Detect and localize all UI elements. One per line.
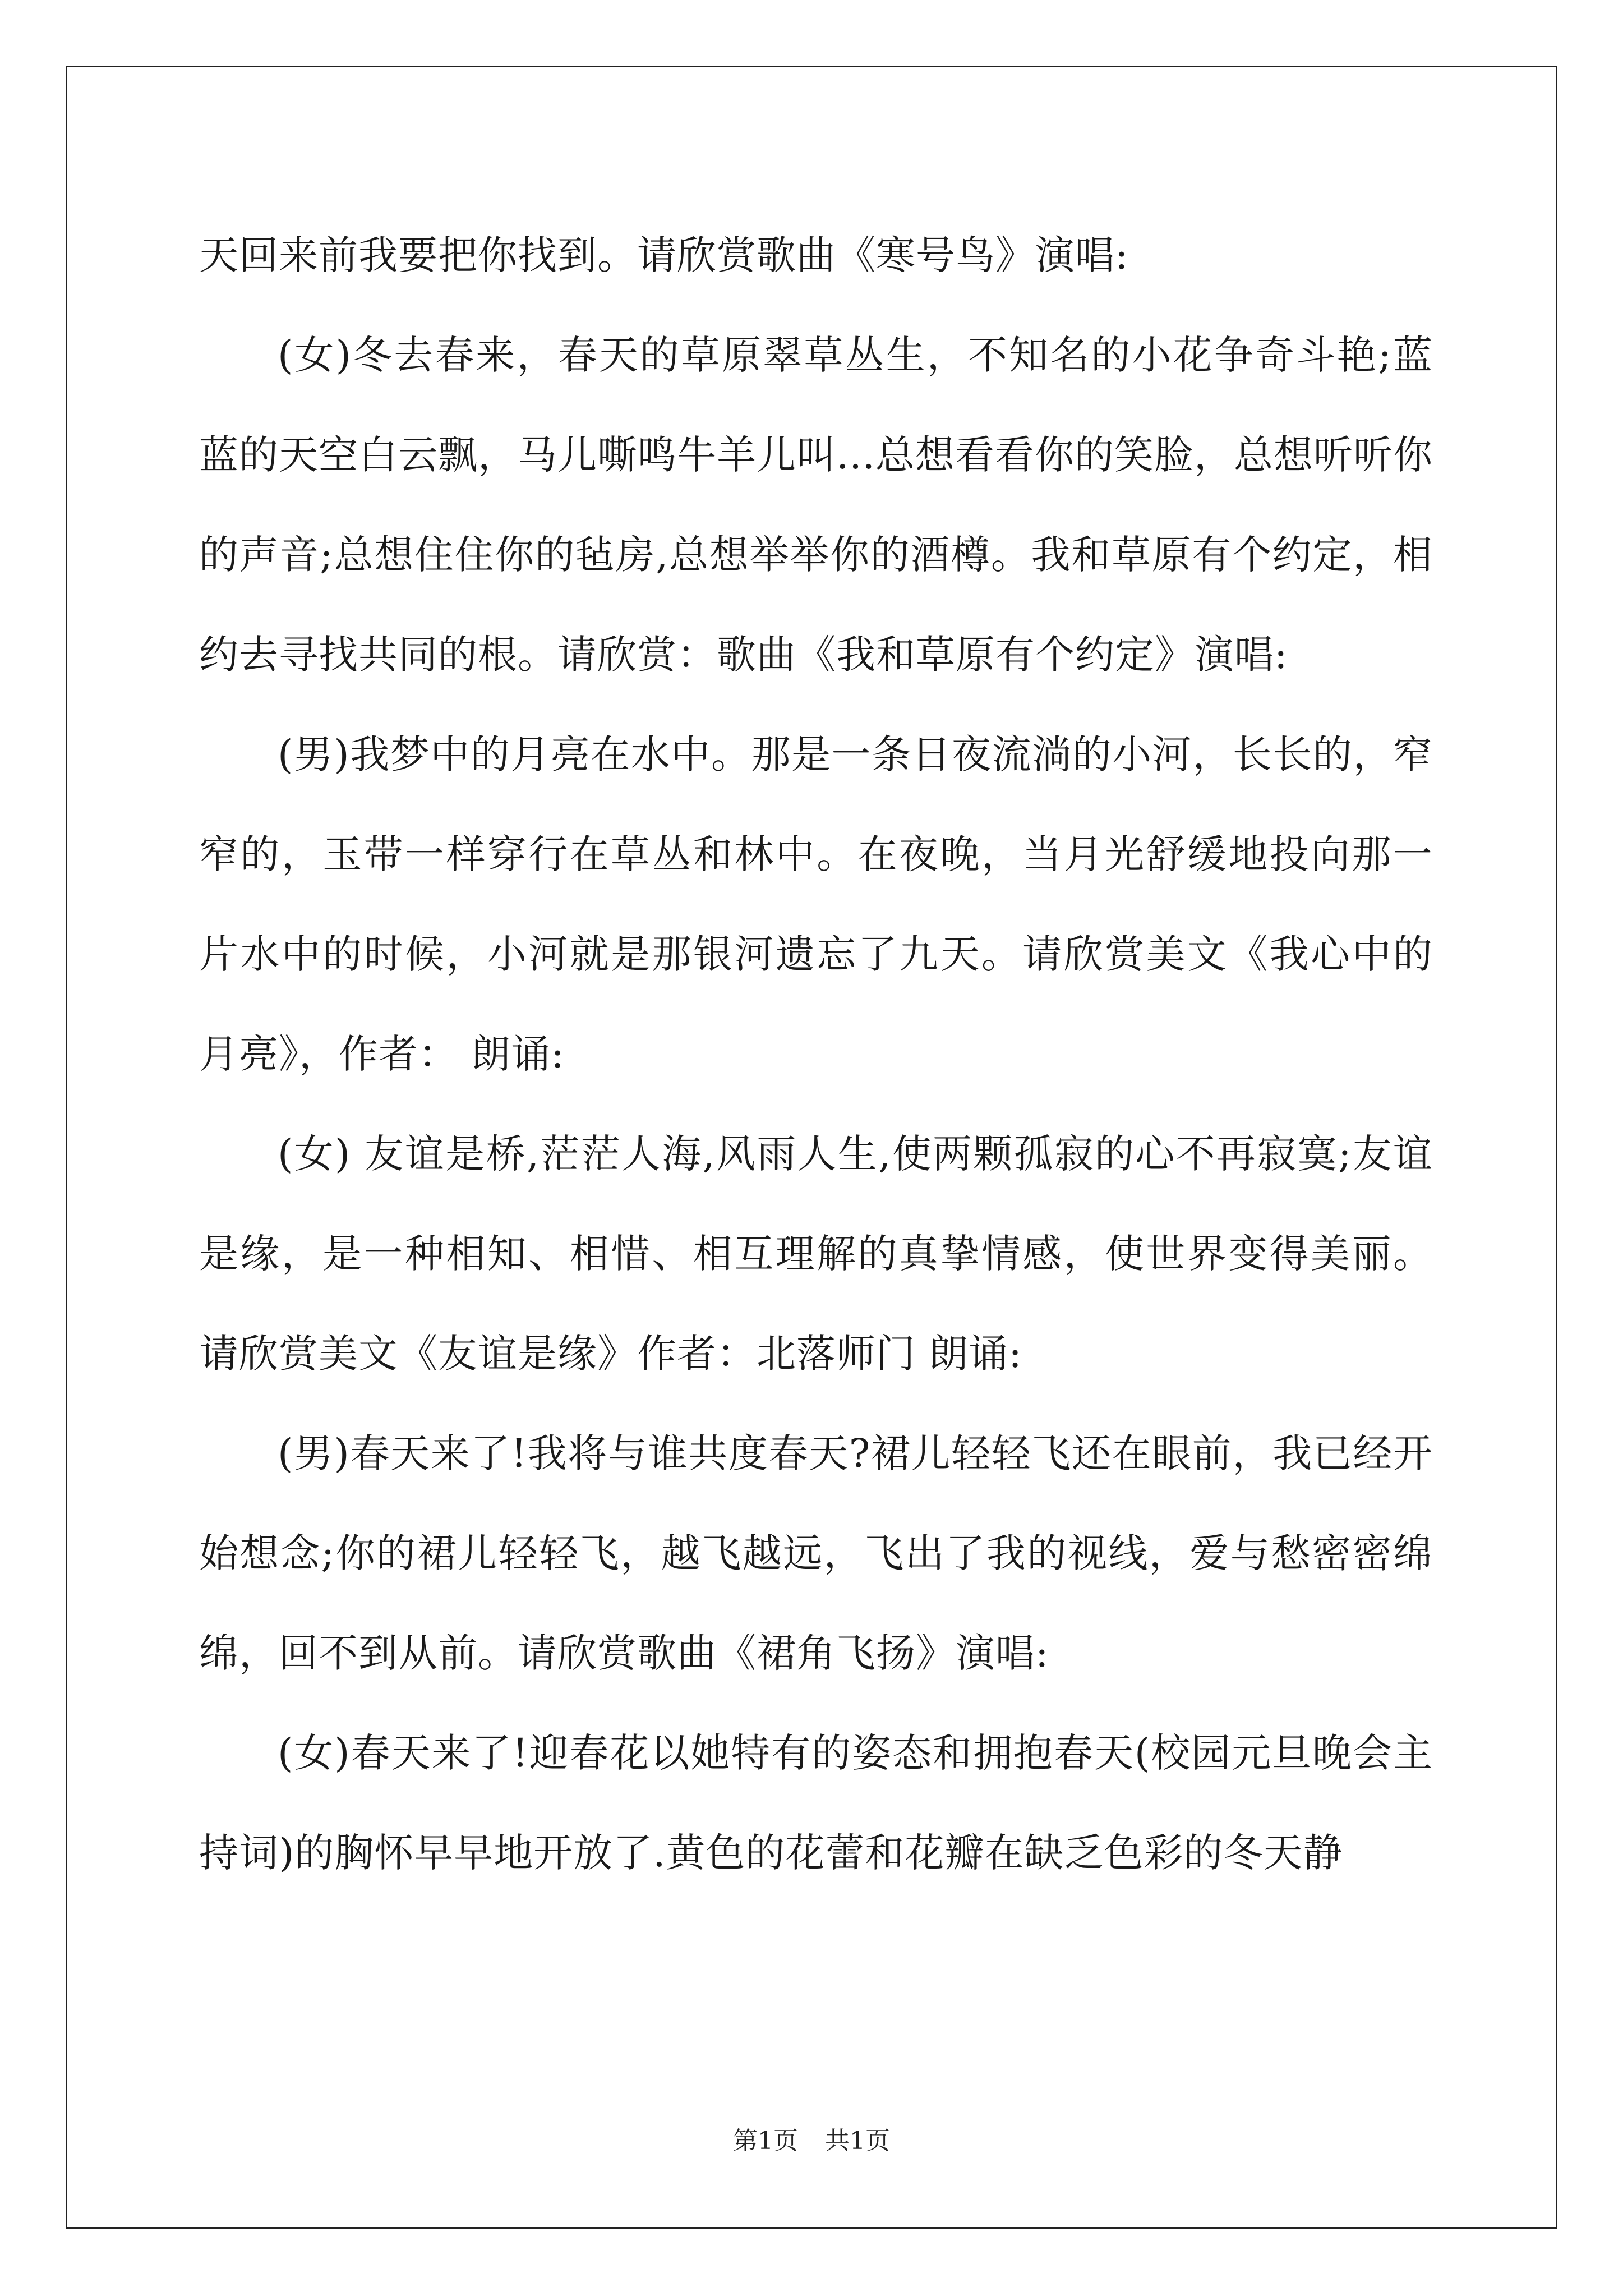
paragraph: (男)春天来了!我将与谁共度春天?裙儿轻轻飞还在眼前，我已经开始想念;你的裙儿轻轻飞，越飞越远，飞出了我的视线，爱与愁密密绵绵，回不到从前。请欣赏歌曲《裙角飞扬》演唱: [199, 1430, 1433, 1676]
paragraph: (女)冬去春来，春天的草原翠草丛生，不知名的小花争奇斗艳;蓝蓝的天空白云飘，马儿嘶鸣牛羊儿叫...总想看看你的笑脸，总想听听你的声音;总想住住你的毡房,总想举举你的酒樽。我和草原有个约定，相约去寻找共同的根。请欣赏：歌曲《我和草原有个约定》演唱: [199, 332, 1433, 678]
paragraph: (女) 友谊是桥,茫茫人海,风雨人生,使两颗孤寂的心不再寂寞;友谊是缘，是一种相知、相惜、相互理解的真挚情感，使世界变得美丽。请欣赏美文《友谊是缘》作者：北落师门 朗诵: [199, 1131, 1433, 1377]
page-footer [0, 2120, 1623, 2156]
page-total: 共1页 [825, 2127, 890, 2155]
paragraph: (男)我梦中的月亮在水中。那是一条日夜流淌的小河，长长的，窄窄的，玉带一样穿行在草丛和林中。在夜晚，当月光舒缓地投向那一片水中的时候，小河就是那银河遗忘了九天。请欣赏美文《我心中的月亮》，作者： 朗诵: [199, 731, 1433, 1077]
paragraph: (女)春天来了!迎春花以她特有的姿态和拥抱春天(校园元旦晚会主持词)的胸怀早早地开放了.黄色的花蕾和花瓣在缺乏色彩的冬天静 [199, 1730, 1433, 1876]
paragraph: 天回来前我要把你找到。请欣赏歌曲《寒号鸟》演唱: [199, 232, 1129, 278]
document-body [199, 205, 1433, 1903]
page-number: 第1页 [733, 2127, 798, 2155]
